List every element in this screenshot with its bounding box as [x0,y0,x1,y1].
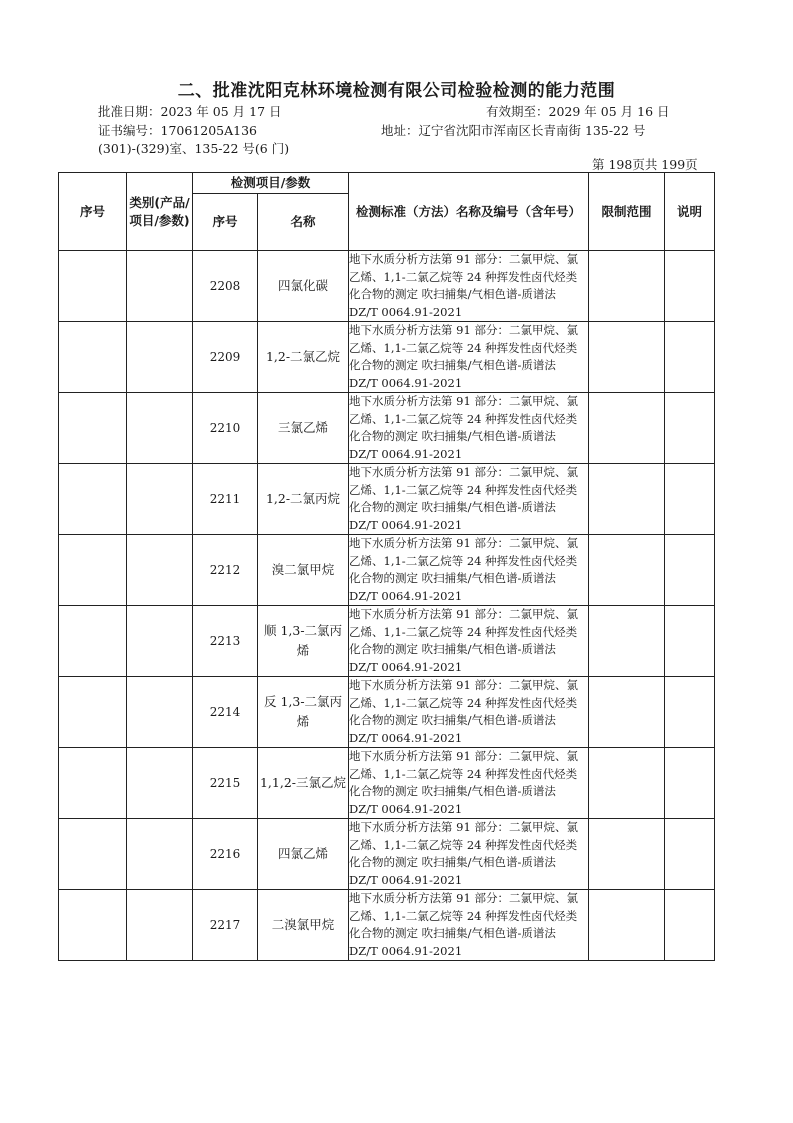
item-name: 四氯化碳 [258,251,349,322]
approval-date: 批准日期：2023 年 05 月 17 日 [98,104,282,119]
note-cell [665,322,715,393]
item-number: 2212 [193,535,258,606]
category-cell [127,748,193,819]
item-number: 2211 [193,464,258,535]
table-row [59,819,715,890]
limit-cell [589,606,665,677]
limit-cell [589,535,665,606]
seq-cell [59,890,127,961]
standard-text: 地下水质分析方法第 91 部分：二氯甲烷、氯乙烯、1,1-二氯乙烷等 24 种挥发性卤代烃类化合物的测定 吹扫捕集/气相色谱-质谱法 DZ/T 0064.91-2021 [349,819,589,890]
item-number: 2209 [193,322,258,393]
seq-cell [59,677,127,748]
item-name: 四氯乙烯 [258,819,349,890]
header-seq: 序号 [59,173,127,251]
table-row [59,677,715,748]
seq-cell [59,606,127,677]
limit-cell [589,322,665,393]
category-cell [127,819,193,890]
item-name: 1,1,2-三氯乙烷 [258,748,349,819]
valid-until: 有效期至：2029 年 05 月 16 日 [486,104,670,119]
item-number: 2208 [193,251,258,322]
standard-text: 地下水质分析方法第 91 部分：二氯甲烷、氯乙烯、1,1-二氯乙烷等 24 种挥发性卤代烃类化合物的测定 吹扫捕集/气相色谱-质谱法 DZ/T 0064.91-2021 [349,890,589,961]
page-number: 第 198页共 199页 [592,157,698,172]
header-item-group: 检测项目/参数 [193,173,349,194]
standard-text: 地下水质分析方法第 91 部分：二氯甲烷、氯乙烯、1,1-二氯乙烷等 24 种挥发性卤代烃类化合物的测定 吹扫捕集/气相色谱-质谱法 DZ/T 0064.91-2021 [349,535,589,606]
item-number: 2217 [193,890,258,961]
page-title: 二、批准沈阳克林环境检测有限公司检验检测的能力范围 [177,81,616,101]
certificate-number: 证书编号：17061205A136 [98,123,258,138]
seq-cell [59,748,127,819]
note-cell [665,819,715,890]
note-cell [665,464,715,535]
item-name: 三氯乙烯 [258,393,349,464]
category-cell [127,251,193,322]
table-row [59,535,715,606]
limit-cell [589,890,665,961]
category-cell [127,890,193,961]
item-name: 二溴氯甲烷 [258,890,349,961]
table-row [59,393,715,464]
note-cell [665,748,715,819]
item-name: 顺 1,3-二氯丙烯 [258,606,349,677]
note-cell [665,393,715,464]
category-cell [127,535,193,606]
category-cell [127,322,193,393]
category-cell [127,606,193,677]
standard-text: 地下水质分析方法第 91 部分：二氯甲烷、氯乙烯、1,1-二氯乙烷等 24 种挥发性卤代烃类化合物的测定 吹扫捕集/气相色谱-质谱法 DZ/T 0064.91-2021 [349,464,589,535]
table-row [59,606,715,677]
limit-cell [589,393,665,464]
note-cell [665,890,715,961]
limit-cell [589,464,665,535]
table-row [59,251,715,322]
note-cell [665,677,715,748]
category-cell [127,677,193,748]
limit-cell [589,677,665,748]
standard-text: 地下水质分析方法第 91 部分：二氯甲烷、氯乙烯、1,1-二氯乙烷等 24 种挥发性卤代烃类化合物的测定 吹扫捕集/气相色谱-质谱法 DZ/T 0064.91-2021 [349,393,589,464]
table-row [59,748,715,819]
header-note: 说明 [665,173,715,251]
standard-text: 地下水质分析方法第 91 部分：二氯甲烷、氯乙烯、1,1-二氯乙烷等 24 种挥发性卤代烃类化合物的测定 吹扫捕集/气相色谱-质谱法 DZ/T 0064.91-2021 [349,748,589,819]
seq-cell [59,393,127,464]
note-cell [665,606,715,677]
table-row [59,890,715,961]
item-name: 反 1,3-二氯丙烯 [258,677,349,748]
note-cell [665,535,715,606]
seq-cell [59,322,127,393]
item-number: 2216 [193,819,258,890]
seq-cell [59,819,127,890]
header-item-no: 序号 [193,194,258,251]
category-cell [127,393,193,464]
limit-cell [589,748,665,819]
item-number: 2210 [193,393,258,464]
seq-cell [59,251,127,322]
item-number: 2215 [193,748,258,819]
address: 地址：辽宁省沈阳市浑南区长青南街 135-22 号 [381,123,646,138]
address-continued: (301)-(329)室、135-22 号(6 门) [98,141,290,156]
item-number: 2213 [193,606,258,677]
item-number: 2214 [193,677,258,748]
capability-table [58,172,715,961]
seq-cell [59,464,127,535]
header-standard: 检测标准（方法）名称及编号（含年号） [349,173,589,251]
category-cell [127,464,193,535]
standard-text: 地下水质分析方法第 91 部分：二氯甲烷、氯乙烯、1,1-二氯乙烷等 24 种挥发性卤代烃类化合物的测定 吹扫捕集/气相色谱-质谱法 DZ/T 0064.91-2021 [349,677,589,748]
seq-cell [59,535,127,606]
item-name: 1,2-二氯乙烷 [258,322,349,393]
limit-cell [589,819,665,890]
standard-text: 地下水质分析方法第 91 部分：二氯甲烷、氯乙烯、1,1-二氯乙烷等 24 种挥发性卤代烃类化合物的测定 吹扫捕集/气相色谱-质谱法 DZ/T 0064.91-2021 [349,251,589,322]
header-item-name: 名称 [258,194,349,251]
table-row [59,322,715,393]
table-row [59,464,715,535]
header-limit: 限制范围 [589,173,665,251]
item-name: 1,2-二氯丙烷 [258,464,349,535]
item-name: 溴二氯甲烷 [258,535,349,606]
limit-cell [589,251,665,322]
header-category: 类别(产品/项目/参数) [127,173,193,251]
note-cell [665,251,715,322]
standard-text: 地下水质分析方法第 91 部分：二氯甲烷、氯乙烯、1,1-二氯乙烷等 24 种挥发性卤代烃类化合物的测定 吹扫捕集/气相色谱-质谱法 DZ/T 0064.91-2021 [349,606,589,677]
standard-text: 地下水质分析方法第 91 部分：二氯甲烷、氯乙烯、1,1-二氯乙烷等 24 种挥发性卤代烃类化合物的测定 吹扫捕集/气相色谱-质谱法 DZ/T 0064.91-2021 [349,322,589,393]
